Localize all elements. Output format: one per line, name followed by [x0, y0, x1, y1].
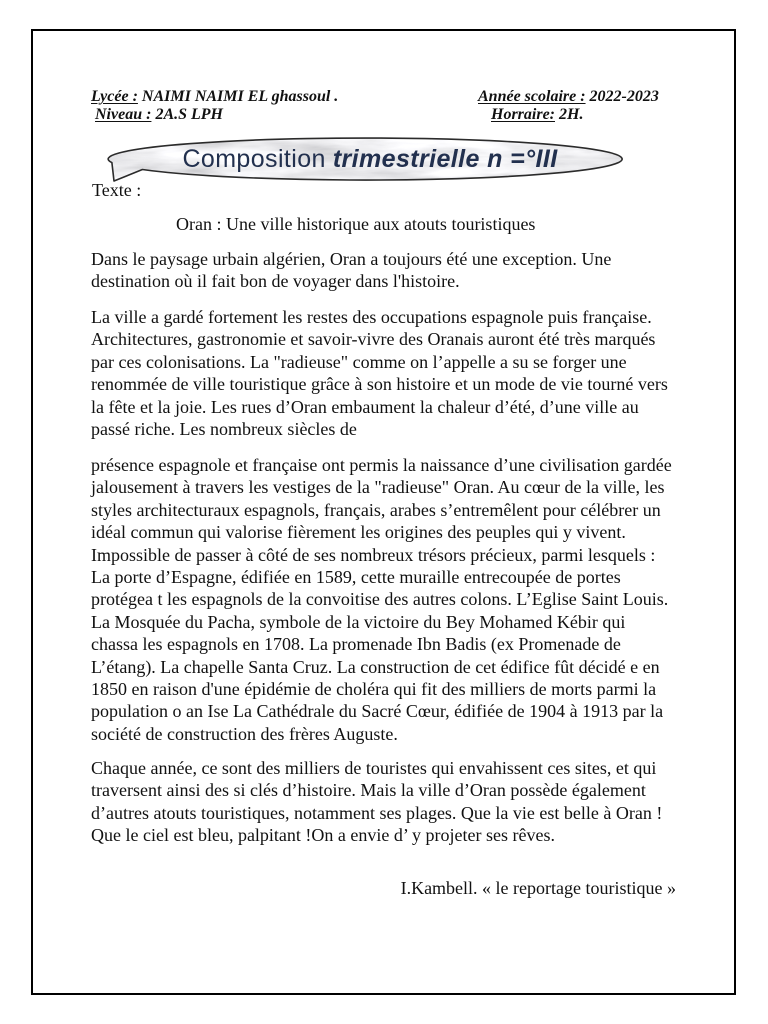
paragraph-line: renommée de ville touristique grâce à son histoire et un mode de vie tourné vers [91, 374, 668, 395]
paragraph-line: La Mosquée du Pacha, symbole de la victoire du Bey Mohamed Kébir qui [91, 611, 626, 632]
level-value: 2A.S LPH [155, 106, 223, 123]
banner-title [104, 135, 626, 183]
paragraph-3 [91, 454, 672, 745]
paragraph-line: L’étang). La chapelle Santa Cruz. La construction de cet édifice fût décidé e en [91, 656, 660, 677]
school-year-label: Année scolaire : [478, 88, 586, 105]
paragraph-line: présence espagnole et française ont permis la naissance d’une civilisation gardée [91, 455, 672, 475]
paragraph-2 [91, 306, 668, 440]
paragraph-line: Impossible de passer à côté de ses nombreux trésors précieux, parmi lesquels : [91, 544, 656, 565]
paragraph-line: La ville a gardé fortement les restes des occupations espagnole puis française. [91, 307, 652, 327]
paragraph-line: protégea t les espagnols de la convoitise des autres colons. L’Eglise Saint Louis. [91, 589, 669, 610]
paragraph-line: société de construction des frères Auguste. [91, 723, 398, 744]
paragraph-line: population o an Ise La Cathédrale du Sacré Cœur, édifiée de 1904 à 1913 par la [91, 701, 664, 722]
school-year-value: 2022-2023 [589, 88, 659, 105]
paragraph-line: chassa les espagnols en 1708. La promenade Ibn Badis (ex Promenade de [91, 634, 621, 655]
school-label: Lycée : [91, 88, 138, 105]
article-source: I.Kambell. « le reportage touristique » [400, 878, 676, 898]
paragraph-line: passé riche. Les nombreux siècles de [91, 418, 357, 439]
banner-title-emphasis: trimestrielle n =°III [332, 144, 558, 173]
paragraph-line: jalousement à travers les vestiges de la "radieuse" Oran. Au cœur de la ville, les [91, 477, 665, 498]
paragraph-line: destination où il fait bon de voyager dans l'histoire. [91, 271, 460, 292]
paragraph-1 [91, 248, 611, 293]
duration-value: 2H. [559, 106, 584, 123]
banner-title-regular: Composition [182, 144, 326, 173]
school-value: NAIMI NAIMI EL ghassoul . [141, 88, 339, 105]
paragraph-line: Architectures, gastronomie et savoir-vivre des Oranais auront été très marqués [91, 329, 656, 350]
duration-info [491, 106, 583, 124]
article-title: Oran : Une ville historique aux atouts touristiques [176, 214, 536, 234]
paragraph-line: 1850 en raison d'une épidémie de choléra qui fit des milliers de morts parmi la [91, 678, 657, 699]
paragraph-line: idéal commun qui valorise fièrement les origines des peuples qui y vivent. [91, 522, 626, 543]
paragraph-line: Chaque année, ce sont des milliers de touristes qui envahissent ces sites, et qui [91, 758, 657, 778]
paragraph-line: styles architecturaux espagnols, français, arabes s’entremêlent pour célébrer un [91, 499, 661, 520]
paragraph-line: la fête et la joie. Les rues d’Oran embaument la chaleur d’été, d’une ville au [91, 396, 639, 417]
paragraph-line: Que le ciel est bleu, palpitant !On a envie d’ y projeter ses rêves. [91, 825, 555, 846]
text-label: Texte : [92, 180, 142, 200]
paragraph-line: traversent ainsi des si clés d’histoire. Mais la ville d’Oran possède également [91, 780, 646, 801]
paragraph-4 [91, 757, 662, 847]
paragraph-line: par ces colonisations. La "radieuse" comme on l’appelle a su se forger une [91, 351, 627, 372]
level-info [95, 106, 223, 124]
duration-label: Horraire: [491, 106, 555, 123]
paragraph-line: d’autres atouts touristiques, notamment ses plages. Que la vie est belle à Oran ! [91, 802, 663, 823]
paragraph-line: Dans le paysage urbain algérien, Oran a toujours été une exception. Une [91, 249, 612, 269]
school-year-info [478, 88, 659, 106]
paragraph-line: La porte d’Espagne, édifiée en 1589, cette muraille entrecoupée de portes [91, 566, 621, 587]
school-info [91, 88, 338, 106]
level-label: Niveau : [95, 106, 152, 123]
